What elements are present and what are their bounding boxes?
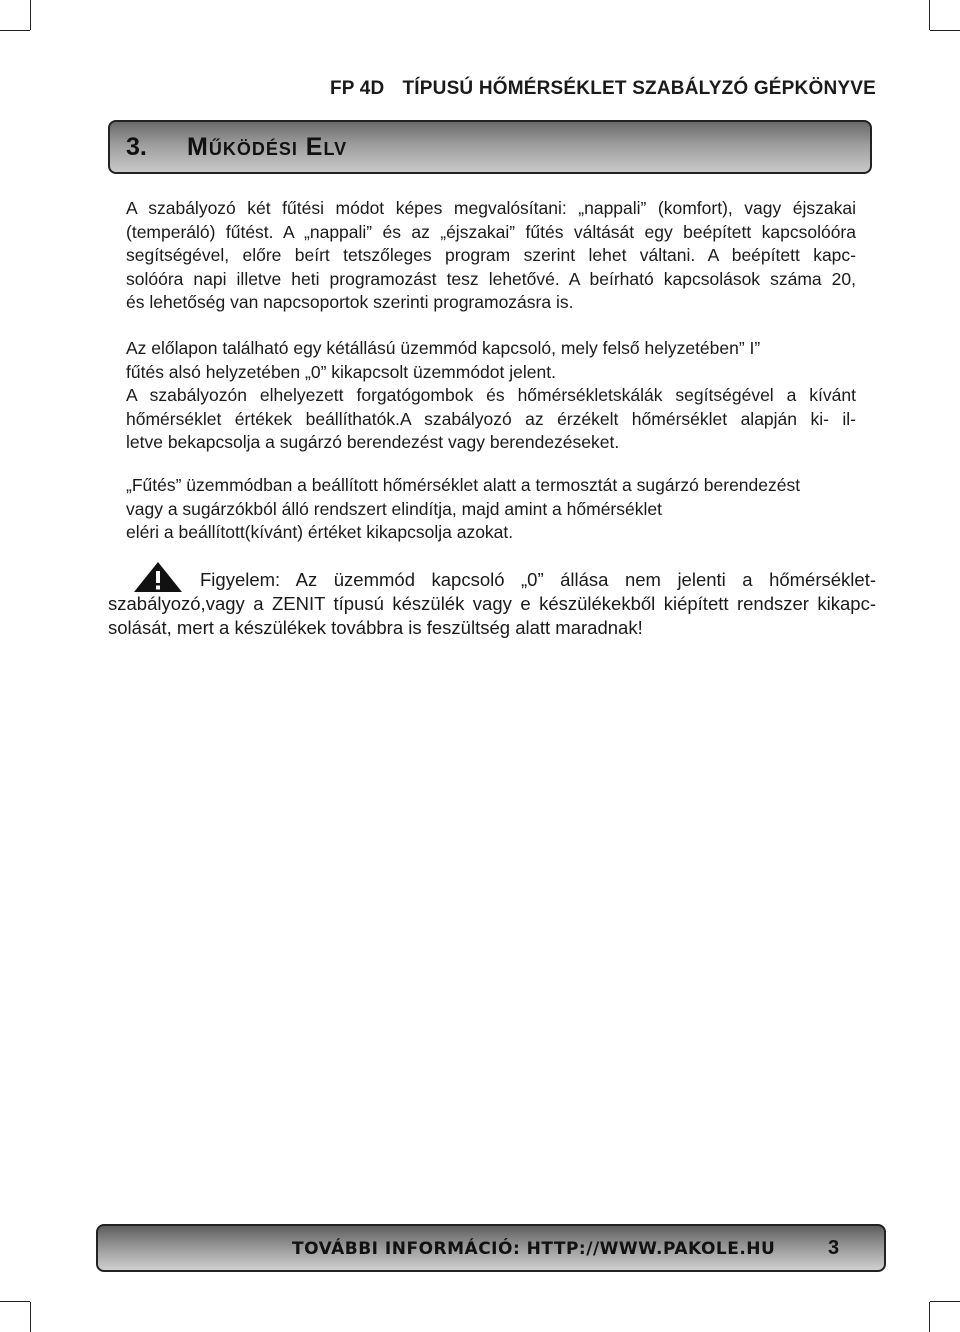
crop-mark bbox=[0, 1301, 30, 1302]
warning-line: Figyelem: Az üzemmód kapcsoló „0” állása nem jelenti a hőmérséklet- bbox=[200, 569, 876, 590]
warning-line: szabályozó,vagy a ZENIT típusú készülék vagy e készülékekből kiépített rendszer kikapc- bbox=[108, 593, 876, 614]
text-line: (temperáló) fűtést. A „nappali” és az „éjszakai” fűtés váltását egy beépített kapcsolóóra bbox=[126, 221, 856, 242]
text-line: vagy a sugárzókból álló rendszert elindítja, majd amint a hőmérséklet bbox=[126, 498, 662, 519]
header-model-code: FP 4D bbox=[329, 78, 385, 99]
crop-mark bbox=[930, 30, 960, 31]
section-number: 3. bbox=[126, 133, 147, 161]
crop-mark bbox=[930, 1301, 960, 1302]
paragraph-operating-modes bbox=[126, 197, 856, 315]
warning-line: solását, mert a készülékek továbbra is feszültség alatt maradnak! bbox=[108, 617, 643, 638]
text-line: A szabályozó két fűtési módot képes megvalósítani: „nappali” (komfort), vagy éjszakai bbox=[126, 198, 856, 218]
text-line: solóóra napi illetve heti programozást tesz lehetővé. A beírható kapcsolások száma 20, bbox=[126, 268, 856, 289]
text-line: A szabályozón elhelyezett forgatógombok és hőmérsékletskálák segítségével a kívánt bbox=[126, 385, 856, 405]
crop-mark bbox=[30, 0, 31, 30]
text-line: és lehetőség van napcsoportok szerinti programozásra is. bbox=[126, 292, 574, 312]
crop-mark bbox=[929, 0, 930, 30]
crop-mark bbox=[0, 30, 30, 31]
paragraph-heating-mode bbox=[126, 474, 856, 545]
crop-mark bbox=[929, 1302, 930, 1332]
header-title: TÍPUSÚ HŐMÉRSÉKLET SZABÁLYZÓ GÉPKÖNYVE bbox=[402, 78, 876, 99]
footer-bar bbox=[96, 1224, 886, 1272]
text-line: hőmérséklet értékek beállíthatók.A szabályozó az érzékelt hőmérséklet alapján ki- il- bbox=[126, 408, 856, 429]
section-title: Működési Elv bbox=[187, 133, 348, 161]
section-heading-bar bbox=[108, 120, 872, 174]
document-header bbox=[300, 78, 876, 100]
text-line: fűtés alsó helyzetében „0” kikapcsolt üzemmódot jelent. bbox=[126, 361, 556, 382]
footer-info-link[interactable]: TOVÁBBI INFORMÁCIÓ: HTTP://WWW.PAKOLE.HU bbox=[292, 1239, 776, 1259]
text-line: Az előlapon található egy kétállású üzemmód kapcsoló, mely felső helyzetében” I” bbox=[126, 338, 761, 358]
text-line: „Fűtés” üzemmódban a beállított hőmérséklet alatt a termosztát a sugárzó berendezést bbox=[126, 475, 801, 495]
crop-mark bbox=[30, 1302, 31, 1332]
text-line: segítségével, előre beírt tetszőleges program szerint lehet váltani. A beépített kapc- bbox=[126, 245, 856, 265]
text-line: letve bekapcsolja a sugárzó berendezést vagy berendezéseket. bbox=[126, 432, 620, 452]
warning-note bbox=[108, 568, 876, 640]
page-number: 3 bbox=[828, 1237, 840, 1259]
text-line: eléri a beállított(kívánt) értéket kikapcsolja azokat. bbox=[126, 522, 514, 542]
paragraph-mode-switch bbox=[126, 337, 856, 455]
